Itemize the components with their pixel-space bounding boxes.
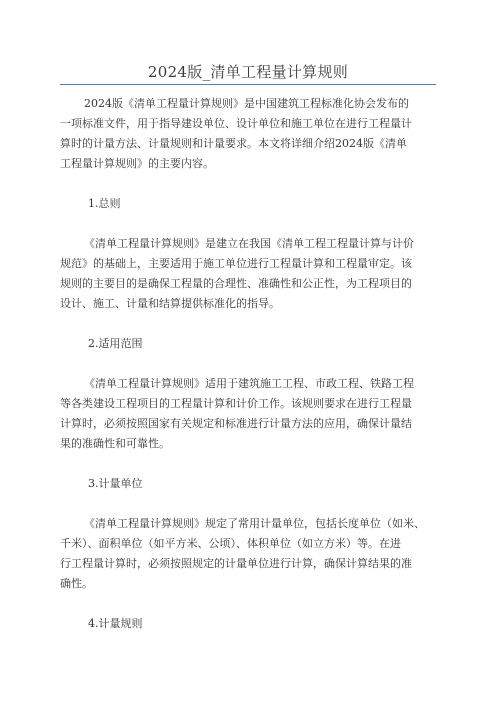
section-line: 确性。 [60,577,93,590]
title-underline [60,84,436,85]
section-paragraph-units [60,514,450,594]
section-line: 果的准确性和可靠性。 [60,437,170,450]
section-heading-rules: 4.计量规则 [88,617,143,630]
section-heading-general: 1.总则 [88,197,121,210]
document-title: 2024版_清单工程量计算规则 [147,63,349,81]
section-paragraph-general [60,234,450,314]
section-line: 计算时，必须按照国家有关规定和标准进行计量方法的应用，确保计量结 [60,417,412,430]
section-paragraph-scope [60,374,450,454]
section-heading-scope: 2.适用范围 [88,337,143,350]
section-heading-units: 3.计量单位 [88,477,143,490]
section-line: 《清单工程量计算规则》适用于建筑施工工程、市政工程、铁路工程 [84,377,414,390]
section-line: 千米）、面积单位（如平方米、公顷）、体积单位（如立方米）等。在进 [60,537,401,550]
intro-line: 算时的计量方法、计量规则和计量要求。本文将详细介绍2024版《清单 [60,137,407,150]
section-line: 《清单工程量计算规则》是建立在我国《清单工程工程量计算与计价 [84,237,414,250]
section-line: 行工程量计算时，必须按照规定的计量单位进行计算，确保计算结果的准 [60,557,412,570]
intro-line: 工程量计算规则》的主要内容。 [60,157,214,170]
section-line: 设计、施工、计量和结算提供标准化的指导。 [60,297,280,310]
section-line: 规范》的基础上，主要适用于施工单位进行工程量计算和工程量审定。该 [60,257,412,270]
intro-paragraph [60,94,450,174]
section-line: 规则的主要目的是确保工程量的合理性、准确性和公正性，为工程项目的 [60,277,412,290]
section-line: 等各类建设工程项目的工程量计算和计价工作。该规则要求在进行工程量 [60,397,412,410]
section-line: 《清单工程量计算规则》规定了常用计量单位，包括长度单位（如米、 [84,517,425,530]
intro-line: 2024版《清单工程量计算规则》是中国建筑工程标准化协会发布的 [84,97,409,110]
intro-line: 一项标准文件，用于指导建设单位、设计单位和施工单位在进行工程量计 [60,117,412,130]
